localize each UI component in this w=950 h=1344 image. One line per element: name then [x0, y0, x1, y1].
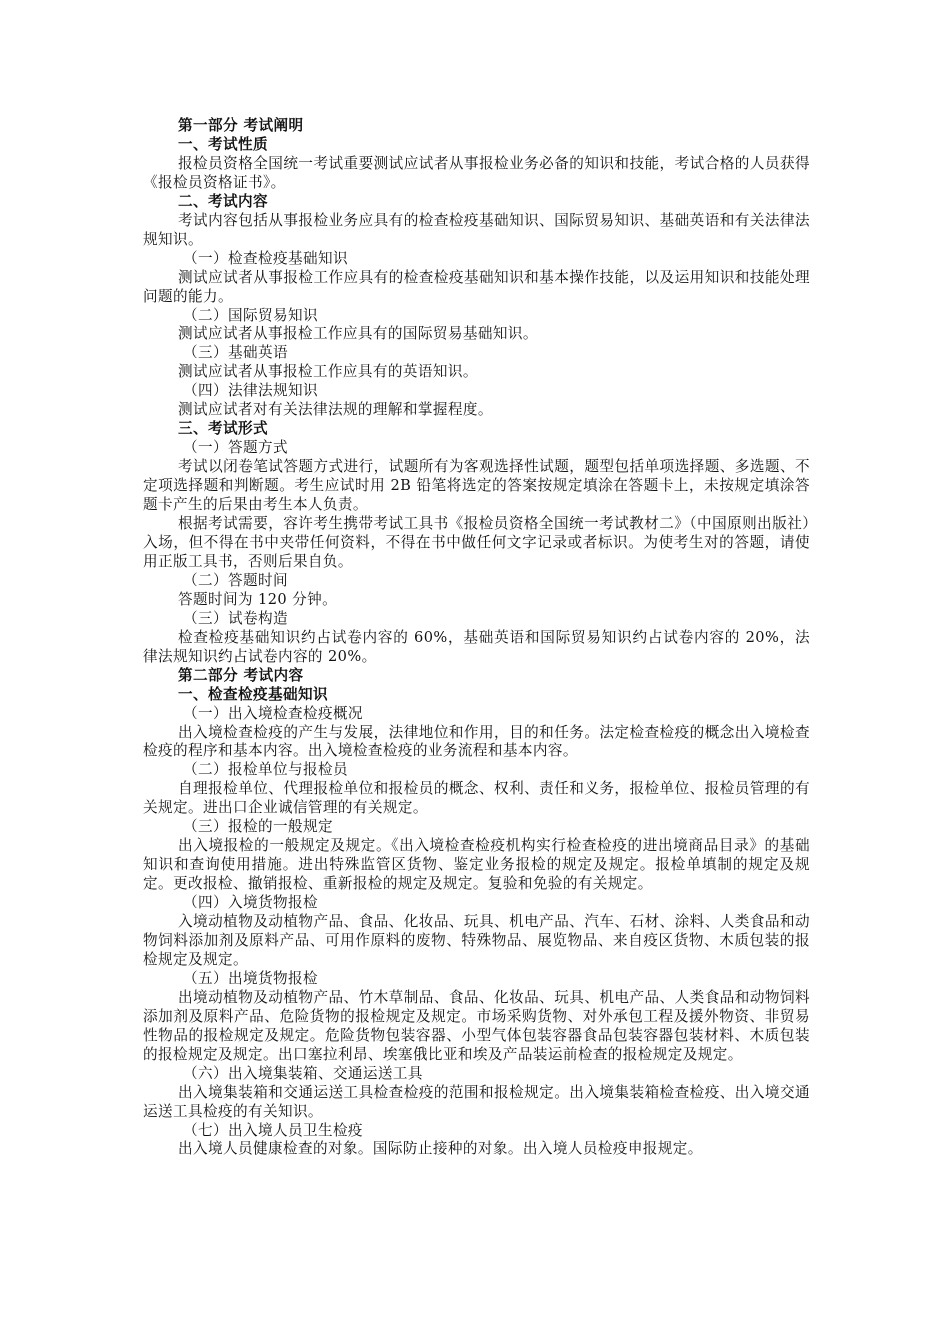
paragraph: 考试内容包括从事报检业务应具有的检查检疫基础知识、国际贸易知识、基础英语和有关法律法规知识。: [143, 211, 810, 248]
subsection-heading: （五）出境货物报检: [183, 969, 318, 987]
paragraph: 出入境报检的一般规定及规定。《出入境检查检疫机构实行检查检疫的进出境商品目录》的基础知识和查询使用措施。进出特殊监管区货物、鉴定业务报检的规定及规定。报检单填制的规定及规定。更改报检、撤销报检、重新报检的规定及规定。复验和免验的有关规定。: [143, 837, 810, 893]
subsection-heading: （三）报检的一般规定: [183, 818, 333, 836]
subsection-heading: （一）检查检疫基础知识: [183, 249, 348, 267]
paragraph: 报检员资格全国统一考试重要测试应试者从事报检业务必备的知识和技能，考试合格的人员获得《报检员资格证书》。: [143, 154, 810, 191]
section-heading: 第二部分 考试内容: [178, 666, 304, 684]
section-heading: 一、检查检疫基础知识: [178, 685, 328, 703]
section-heading: 第一部分 考试阐明: [178, 117, 304, 134]
subsection-heading: （一）答题方式: [183, 439, 288, 457]
paragraph: 测试应试者从事报检工作应具有的国际贸易基础知识。: [178, 325, 538, 343]
paragraph: 出入境人员健康检查的对象。国际防止接种的对象。出入境人员检疫申报规定。: [178, 1140, 703, 1158]
paragraph: 根据考试需要，容许考生携带考试工具书《报检员资格全国统一考试教材二》（中国原则出版社）入场，但不得在书中夹带任何资料，不得在书中做任何文字记录或者标识。为使考生对的答题，请使用正版工具书，否则后果自负。: [143, 515, 810, 570]
paragraph: 考试以闭卷笔试答题方式进行，试题所有为客观选择性试题，题型包括单项选择题、多选题、不定项选择题和判断题。考生应试时用 2B 铅笔将选定的答案按规定填涂在答题卡上，未按规定填涂答题卡产生的后果由考生本人负责。: [143, 458, 810, 514]
subsection-heading: （四）入境货物报检: [183, 894, 318, 912]
paragraph: 出入境检查检疫的产生与发展，法律地位和作用，目的和任务。法定检查检疫的概念出入境检查检疫的程序和基本内容。出入境检查检疫的业务流程和基本内容。: [143, 723, 810, 760]
paragraph: 答题时间为 120 分钟。: [178, 590, 338, 608]
subsection-heading: （二）报检单位与报检员: [183, 761, 348, 779]
paragraph: 测试应试者对有关法律法规的理解和掌握程度。: [178, 401, 493, 419]
subsection-heading: （六）出入境集装箱、交通运送工具: [183, 1064, 423, 1082]
section-heading: 二、考试内容: [178, 192, 268, 210]
paragraph: 入境动植物及动植物产品、食品、化妆品、玩具、机电产品、汽车、石材、涂料、人类食品和动物饲料添加剂及原料产品、可用作原料的废物、特殊物品、展览物品、来自疫区货物、木质包装的报检规定及规定。: [143, 913, 810, 968]
subsection-heading: （四）法律法规知识: [183, 382, 318, 400]
paragraph: 出境动植物及动植物产品、竹木草制品、食品、化妆品、玩具、机电产品、人类食品和动物饲料添加剂及原料产品、危险货物的报检规定及规定。市场采购货物、对外承包工程及援外物资、非贸易性物品的报检规定及规定。危险货物包装容器、小型气体包装容器食品包装容器包装材料、木质包装的报检规定及规定。出口塞拉利昂、埃塞俄比亚和埃及产品装运前检查的报检规定及规定。: [143, 988, 810, 1063]
subsection-heading: （二）答题时间: [183, 571, 288, 589]
section-heading: 三、考试形式: [178, 420, 268, 438]
paragraph: 出入境集装箱和交通运送工具检查检疫的范围和报检规定。出入境集装箱检查检疫、出入境交通运送工具检疫的有关知识。: [143, 1083, 810, 1120]
subsection-heading: （一）出入境检查检疫概况: [183, 704, 363, 722]
paragraph: 测试应试者从事报检工作应具有的检查检疫基础知识和基本操作技能，以及运用知识和技能处理问题的能力。: [143, 268, 810, 305]
document-body: [143, 117, 810, 1159]
subsection-heading: （三）试卷构造: [183, 609, 288, 627]
subsection-heading: （七）出入境人员卫生检疫: [183, 1121, 363, 1139]
paragraph: 测试应试者从事报检工作应具有的英语知识。: [178, 363, 478, 381]
paragraph: 自理报检单位、代理报检单位和报检员的概念、权利、责任和义务，报检单位、报检员管理的有关规定。进出口企业诚信管理的有关规定。: [143, 780, 810, 817]
section-heading: 一、考试性质: [178, 135, 268, 153]
subsection-heading: （三）基础英语: [183, 344, 288, 362]
paragraph: 检查检疫基础知识约占试卷内容的 60%，基础英语和国际贸易知识约占试卷内容的 20%，法律法规知识约占试卷内容的 20%。: [143, 628, 810, 665]
subsection-heading: （二）国际贸易知识: [183, 306, 318, 324]
